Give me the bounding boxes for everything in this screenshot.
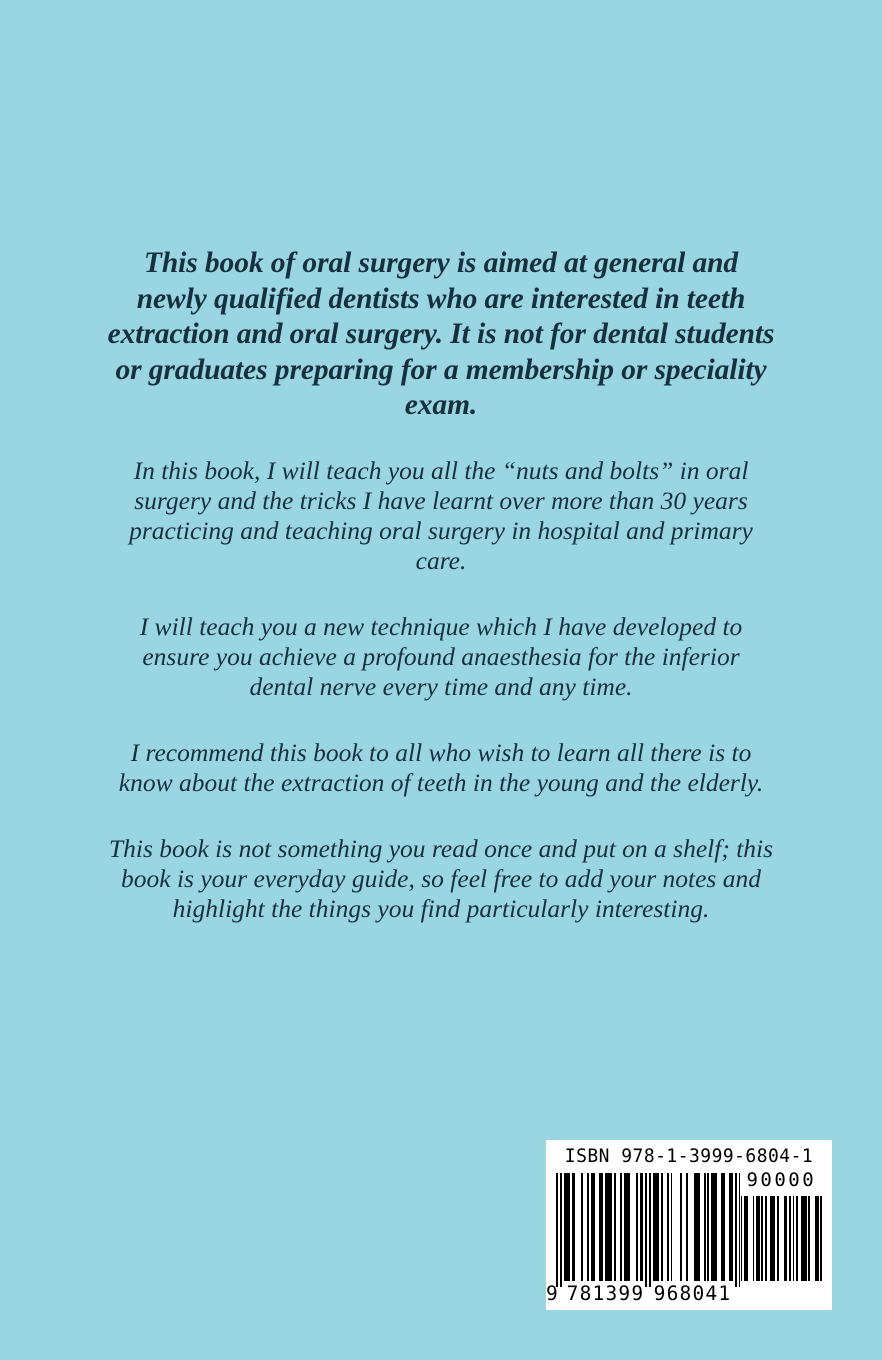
ean13-left-group: 781399 bbox=[566, 1282, 645, 1305]
ean13-human-readable bbox=[546, 1283, 742, 1305]
barcode-row bbox=[546, 1169, 822, 1305]
ean5-addon-barcode bbox=[741, 1169, 822, 1305]
ean13-right-group: 968041 bbox=[653, 1282, 732, 1305]
blurb-paragraph-2: I will teach you a new technique which I have developed to ensure you achieve a profound anaesthesia for the inferior dental nerve every time and any time. bbox=[139, 611, 743, 701]
blurb-paragraph-3: I recommend this book to all who wish to learn all there is to know about the extraction of teeth in the young and the elderly. bbox=[118, 737, 764, 797]
isbn-number-text: ISBN 978-1-3999-6804-1 bbox=[564, 1146, 814, 1167]
ean5-bar-pattern bbox=[741, 1196, 822, 1281]
blurb-paragraph-4: This book is not something you read once and put on a shelf; this book is your everyday guide, so feel free to add your notes and highlight the things you find particularly interesting. bbox=[108, 833, 774, 923]
ean13-barcode bbox=[546, 1169, 741, 1305]
blurb-text-block bbox=[100, 246, 782, 924]
isbn-barcode-panel bbox=[546, 1140, 832, 1310]
ean5-addon-digits: 90000 bbox=[746, 1169, 817, 1191]
blurb-headline: This book of oral surgery is aimed at general and newly qualified dentists who are interested in teeth extraction and oral surgery. It is not for dental students or graduates preparing for a membership or speciality exam. bbox=[107, 247, 775, 421]
ean13-bar-pattern bbox=[556, 1173, 741, 1281]
ean13-lead-digit: 9 bbox=[546, 1282, 558, 1305]
blurb-paragraph-1: In this book, I will teach you all the “nuts and bolts” in oral surgery and the tricks I have learnt over more than 30 years practicing and teaching oral surgery in hospital and primary care. bbox=[129, 455, 753, 575]
